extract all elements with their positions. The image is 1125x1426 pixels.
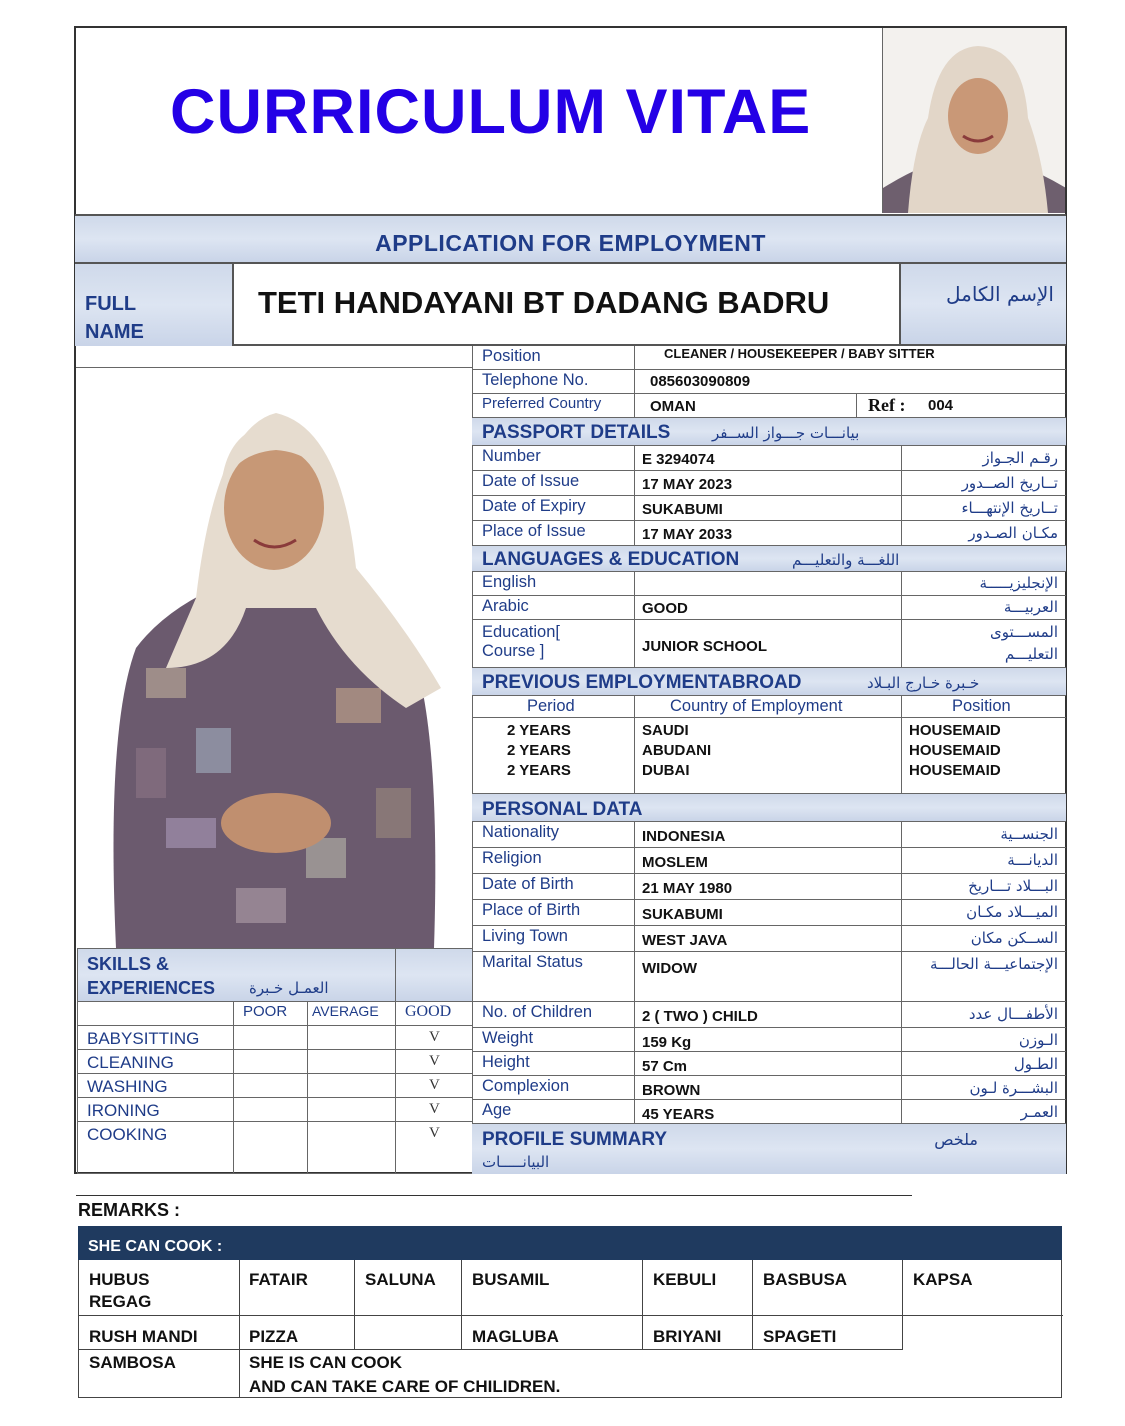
employment-period: 2 YEARS xyxy=(507,742,571,759)
dish: SALUNA xyxy=(365,1270,436,1289)
cell-divider xyxy=(901,1076,902,1099)
cell-divider xyxy=(395,1122,396,1173)
country-label: Preferred Country xyxy=(482,395,602,412)
skill-label: WASHING xyxy=(87,1077,168,1096)
employment-country: SAUDI xyxy=(642,722,689,739)
full-name-label-cell xyxy=(75,264,232,346)
skill-label: COOKING xyxy=(87,1125,168,1144)
personal-arabic: البشـــرة لـون xyxy=(969,1079,1058,1097)
skill-good-mark: V xyxy=(429,1053,440,1069)
personal-row xyxy=(472,1076,1066,1100)
personal-row xyxy=(472,1002,1066,1028)
personal-arabic: الطـول xyxy=(1013,1055,1058,1073)
cell-divider xyxy=(634,1002,635,1027)
personal-heading-row xyxy=(472,794,1066,822)
cell-divider xyxy=(634,926,635,951)
skill-row xyxy=(77,1026,472,1050)
employment-country: ABUDANI xyxy=(642,742,712,759)
skills-heading-cell xyxy=(77,948,472,1002)
remark-line-2: AND CAN TAKE CARE OF CHILIDREN. xyxy=(249,1377,561,1396)
personal-arabic: الجنســية xyxy=(1000,825,1058,843)
cell-divider xyxy=(395,1050,396,1073)
dish-sambosa: SAMBOSA xyxy=(89,1353,176,1372)
personal-row xyxy=(472,952,1066,1002)
cook-col-divider xyxy=(752,1260,753,1349)
education-label-2: Course ] xyxy=(482,642,545,660)
personal-label: Height xyxy=(482,1053,530,1071)
personal-row xyxy=(472,1028,1066,1052)
skill-label: CLEANING xyxy=(87,1053,174,1072)
cell-divider xyxy=(307,1098,308,1121)
cell-divider xyxy=(634,952,635,1001)
dish: KAPSA xyxy=(913,1270,973,1289)
personal-value: INDONESIA xyxy=(642,828,726,845)
education-arabic: المســـتوى xyxy=(990,623,1058,641)
personal-row xyxy=(472,874,1066,900)
skills-header-row xyxy=(77,1002,472,1026)
education-value: JUNIOR SCHOOL xyxy=(642,638,768,655)
cell-divider xyxy=(634,900,635,925)
cell-divider xyxy=(395,1074,396,1097)
personal-label: Marital Status xyxy=(482,953,583,971)
telephone-label: Telephone No. xyxy=(482,371,589,389)
period-header: Period xyxy=(527,697,575,715)
position-row xyxy=(472,346,1066,370)
personal-arabic: البـــلاد تـــاريخ xyxy=(968,877,1058,895)
personal-value: MOSLEM xyxy=(642,854,708,871)
cell-divider xyxy=(901,521,902,545)
cell-divider xyxy=(307,1074,308,1097)
dish: HUBUS xyxy=(89,1270,150,1289)
country-value: OMAN xyxy=(650,398,696,415)
telephone-row xyxy=(472,370,1066,394)
cell-divider xyxy=(634,1100,635,1123)
passport-arabic: تــاريخ الصــدور xyxy=(961,474,1058,492)
application-heading: APPLICATION FOR EMPLOYMENT xyxy=(375,230,766,256)
cell-divider xyxy=(634,446,635,470)
passport-row xyxy=(472,496,1066,521)
cell-divider xyxy=(307,1026,308,1049)
dish: BASBUSA xyxy=(763,1270,848,1289)
cell-divider xyxy=(901,446,902,470)
personal-label: Place of Birth xyxy=(482,901,581,919)
cell-divider xyxy=(307,1122,308,1173)
skills-heading-arabic: العمـل خـبرة xyxy=(249,979,329,997)
personal-label: Complexion xyxy=(482,1077,570,1095)
cell-divider xyxy=(233,1050,234,1073)
personal-row xyxy=(472,1052,1066,1076)
cell-divider xyxy=(634,471,635,495)
cook-col-divider xyxy=(354,1260,355,1349)
english-arabic: الإنجليزيـــــة xyxy=(979,574,1058,592)
passport-row xyxy=(472,446,1066,471)
profile-photo-small xyxy=(882,28,1065,213)
cell-divider xyxy=(901,1100,902,1123)
cell-divider xyxy=(634,1052,635,1075)
passport-heading-arabic: بيانـــات جـــواز الســفر xyxy=(712,424,860,442)
personal-row xyxy=(472,926,1066,952)
cook-col-divider xyxy=(642,1260,643,1349)
cell-divider xyxy=(901,874,902,899)
employment-body xyxy=(472,718,1066,794)
education-row xyxy=(472,620,1066,668)
dish: PIZZA xyxy=(249,1327,299,1346)
employment-position: HOUSEMAID xyxy=(909,722,1001,739)
personal-value: BROWN xyxy=(642,1082,701,1099)
cell-divider xyxy=(395,1098,396,1121)
skills-heading: SKILLS & xyxy=(87,954,170,974)
employment-heading: PREVIOUS EMPLOYMENTABROAD xyxy=(482,672,802,693)
cell-divider xyxy=(901,848,902,873)
cook-heading-band xyxy=(78,1226,1062,1260)
position-header: Position xyxy=(952,697,1011,715)
personal-value: WEST JAVA xyxy=(642,932,728,949)
cell-divider xyxy=(634,1076,635,1099)
remarks-divider xyxy=(76,1195,912,1196)
full-name-label: FULL NAME xyxy=(85,293,144,343)
employment-heading-arabic: خـبرة خـارج البـلاد xyxy=(867,674,980,692)
personal-value: WIDOW xyxy=(642,960,697,977)
cell-divider xyxy=(901,900,902,925)
employment-heading-row xyxy=(472,668,1066,696)
passport-value: 17 MAY 2033 xyxy=(642,526,733,543)
cook-table xyxy=(78,1260,1062,1398)
ref-value: 004 xyxy=(928,397,954,414)
dish-regag: REGAG xyxy=(89,1292,152,1311)
passport-label: Date of Issue xyxy=(482,472,580,490)
dish: BUSAMIL xyxy=(472,1270,550,1289)
passport-heading-row xyxy=(472,418,1066,446)
personal-arabic: الميـــلاد مكـان xyxy=(966,903,1058,921)
arabic-value: GOOD xyxy=(642,600,688,617)
skill-good-mark: V xyxy=(429,1029,440,1045)
personal-heading: PERSONAL DATA xyxy=(482,799,643,820)
cell-divider xyxy=(233,1122,234,1173)
dish: FATAIR xyxy=(249,1270,308,1289)
cell-divider xyxy=(901,952,902,1001)
personal-value: 159 Kg xyxy=(642,1034,692,1051)
dish: MAGLUBA xyxy=(472,1327,559,1346)
personal-label: Religion xyxy=(482,849,542,867)
skill-good-mark: V xyxy=(429,1125,440,1141)
skill-row xyxy=(77,1098,472,1122)
education-arabic-2: التعليـــم xyxy=(1004,645,1058,663)
cook-col-divider xyxy=(461,1260,462,1349)
passport-value: E 3294074 xyxy=(642,451,715,468)
personal-row xyxy=(472,822,1066,848)
cell-divider xyxy=(634,1028,635,1051)
cell-divider xyxy=(634,496,635,520)
passport-label: Place of Issue xyxy=(482,522,586,540)
country-header: Country of Employment xyxy=(670,697,843,715)
passport-label: Date of Expiry xyxy=(482,497,586,515)
cell-divider xyxy=(233,1026,234,1049)
application-band xyxy=(75,214,1066,264)
cook-heading: SHE CAN COOK : xyxy=(88,1238,223,1255)
personal-label: Date of Birth xyxy=(482,875,574,893)
average-header: AVERAGE xyxy=(312,1003,379,1019)
profile-photo-main xyxy=(76,368,472,948)
personal-arabic: الـوزن xyxy=(1018,1031,1058,1049)
personal-arabic: العمـر xyxy=(1020,1103,1058,1121)
passport-row xyxy=(472,471,1066,496)
skills-heading-2: EXPERIENCES xyxy=(87,978,216,998)
education-label: Education[ xyxy=(482,623,560,641)
personal-arabic: الســكن مكان xyxy=(970,929,1058,947)
cook-col-divider xyxy=(239,1260,240,1398)
languages-heading-arabic: اللغـــة والتعليـــم xyxy=(792,551,900,569)
skill-good-mark: V xyxy=(429,1077,440,1093)
personal-value: 45 YEARS xyxy=(642,1106,715,1123)
personal-label: Age xyxy=(482,1101,512,1119)
profile-heading: PROFILE SUMMARY xyxy=(482,1129,668,1150)
personal-row xyxy=(472,848,1066,874)
page-title: CURRICULUM VITAE xyxy=(170,77,812,147)
employment-header-row xyxy=(472,696,1066,718)
profile-heading-arabic: ملخص xyxy=(934,1130,978,1149)
skill-label: IRONING xyxy=(87,1101,160,1120)
languages-heading-row xyxy=(472,546,1066,572)
personal-label: Living Town xyxy=(482,927,568,945)
skills-left-border xyxy=(77,948,78,1174)
personal-arabic: الديانـــة xyxy=(1007,851,1058,869)
remark-line-1: SHE IS CAN COOK xyxy=(249,1353,403,1372)
cell-divider xyxy=(901,471,902,495)
cell-divider xyxy=(901,926,902,951)
arabic-arabic: العربيـــة xyxy=(1003,598,1058,616)
cell-divider xyxy=(395,1026,396,1049)
cell-divider xyxy=(901,1028,902,1051)
cell-divider xyxy=(307,1050,308,1073)
employment-period: 2 YEARS xyxy=(507,722,571,739)
position-value: CLEANER / HOUSEKEEPER / BABY SITTER xyxy=(664,346,935,361)
cook-row-divider xyxy=(79,1349,903,1350)
skill-row xyxy=(77,1050,472,1074)
personal-label: Weight xyxy=(482,1029,534,1047)
skill-label: BABYSITTING xyxy=(87,1029,200,1048)
passport-value: 17 MAY 2023 xyxy=(642,476,733,493)
passport-arabic: رقـم الجـواز xyxy=(982,449,1058,467)
cell-divider xyxy=(634,822,635,847)
full-name-value: TETI HANDAYANI BT DADANG BADRU xyxy=(258,285,830,320)
poor-header: POOR xyxy=(243,1003,288,1020)
cell-divider xyxy=(901,496,902,520)
personal-row xyxy=(472,1100,1066,1124)
english-row xyxy=(472,572,1066,596)
employment-position: HOUSEMAID xyxy=(909,762,1001,779)
arabic-row xyxy=(472,596,1066,620)
skill-good-mark: V xyxy=(429,1101,440,1117)
skill-row xyxy=(77,1122,472,1174)
cell-divider xyxy=(634,521,635,545)
passport-arabic: مكـان الصـدور xyxy=(968,524,1058,542)
full-name-arabic-label: الإسم الكامل xyxy=(945,282,1054,306)
dish: BRIYANI xyxy=(653,1327,722,1346)
ref-label: Ref : xyxy=(868,395,906,415)
personal-label: Nationality xyxy=(482,823,560,841)
employment-position: HOUSEMAID xyxy=(909,742,1001,759)
arabic-label: Arabic xyxy=(482,597,529,615)
cell-divider xyxy=(233,1074,234,1097)
cell-divider xyxy=(634,848,635,873)
cell-divider xyxy=(901,822,902,847)
passport-row xyxy=(472,521,1066,546)
good-header: GOOD xyxy=(405,1003,452,1020)
personal-value: 2 ( TWO ) CHILD xyxy=(642,1008,758,1025)
employment-country: DUBAI xyxy=(642,762,690,779)
personal-arabic: الإجتماعيـــة الحالـــة xyxy=(929,955,1058,973)
employment-period: 2 YEARS xyxy=(507,762,571,779)
skill-row xyxy=(77,1074,472,1098)
remarks-label: REMARKS : xyxy=(78,1200,180,1220)
country-row xyxy=(472,394,1066,418)
dish: KEBULI xyxy=(653,1270,717,1289)
passport-value: SUKABUMI xyxy=(642,501,723,518)
profile-heading-row xyxy=(472,1124,1066,1174)
cell-divider xyxy=(233,1098,234,1121)
full-name-value-cell xyxy=(232,264,901,346)
cell-divider xyxy=(634,874,635,899)
personal-row xyxy=(472,900,1066,926)
cell-divider xyxy=(901,1002,902,1027)
passport-arabic: تــاريخ الإنتهـــاء xyxy=(961,499,1058,517)
personal-value: 57 Cm xyxy=(642,1058,688,1075)
personal-value: 21 MAY 1980 xyxy=(642,880,733,897)
cell-divider xyxy=(901,1052,902,1075)
cook-row-divider xyxy=(79,1315,1063,1316)
telephone-value: 085603090809 xyxy=(650,373,751,390)
position-label: Position xyxy=(482,347,541,365)
full-name-arabic-cell xyxy=(901,264,1066,346)
passport-label: Number xyxy=(482,447,541,465)
cook-col-divider xyxy=(902,1260,903,1349)
english-label: English xyxy=(482,573,537,591)
personal-label: No. of Children xyxy=(482,1003,593,1021)
dish: RUSH MANDI xyxy=(89,1327,198,1346)
personal-value: SUKABUMI xyxy=(642,906,723,923)
languages-heading: LANGUAGES & EDUCATION xyxy=(482,549,740,570)
personal-arabic: الأطفـــال عدد xyxy=(968,1005,1058,1023)
dish: SPAGETI xyxy=(763,1327,837,1346)
passport-heading: PASSPORT DETAILS xyxy=(482,422,671,443)
profile-heading-arabic-2: البيانـــــات xyxy=(482,1153,550,1171)
